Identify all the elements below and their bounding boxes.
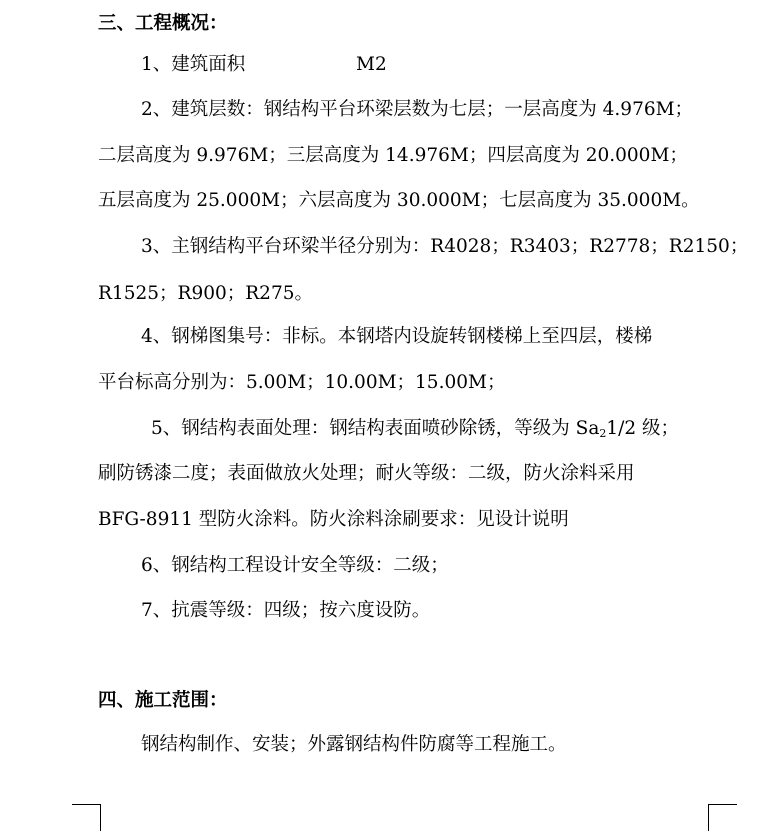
item-5-subscript: 2 [599, 427, 607, 440]
item-7: 7、抗震等级：四级；按六度设防。 [141, 600, 431, 621]
item-5-line-2: 刷防锈漆二度；表面做放火处理；耐火等级：二级，防火涂料采用 [98, 463, 635, 484]
item-4-line-1: 4、钢梯图集号：非标。本钢塔内设旋转钢楼梯上至四层，楼梯 [141, 326, 653, 347]
item-3-line-1: 3、主钢结构平台环梁半径分别为：R4028；R3403；R2778；R2150； [141, 236, 749, 257]
section-4-title: 四、施工范围： [98, 690, 228, 711]
item-2-line-1: 2、建筑层数：钢结构平台环梁层数为七层；一层高度为 4.976M； [141, 99, 694, 120]
item-1-building-area: 1、建筑面积 [141, 54, 246, 75]
item-2-line-2: 二层高度为 9.976M；三层高度为 14.976M；四层高度为 20.000M； [98, 145, 688, 166]
item-6: 6、钢结构工程设计安全等级：二级； [141, 555, 449, 576]
section-4-body: 钢结构制作、安装；外露钢结构件防腐等工程施工。 [141, 734, 567, 755]
item-5-line-1-text: 5、钢结构表面处理：钢结构表面喷砂除锈，等级为 Sa [151, 418, 600, 439]
section-3-title: 三、工程概况： [98, 13, 228, 34]
item-3-line-2: R1525；R900；R275。 [98, 283, 313, 304]
item-2-line-3: 五层高度为 25.000M；六层高度为 30.000M；七层高度为 35.000M。 [98, 190, 700, 211]
item-5-line-3: BFG-8911 型防火涂料。防火涂料涂刷要求：见设计说明 [98, 509, 569, 530]
item-5-line-1-tail: 1/2 级； [606, 418, 680, 439]
item-4-line-2: 平台标高分别为：5.00M；10.00M；15.00M； [98, 372, 506, 393]
item-1-area-unit: M2 [356, 54, 387, 75]
item-5-line-1 [151, 416, 679, 447]
